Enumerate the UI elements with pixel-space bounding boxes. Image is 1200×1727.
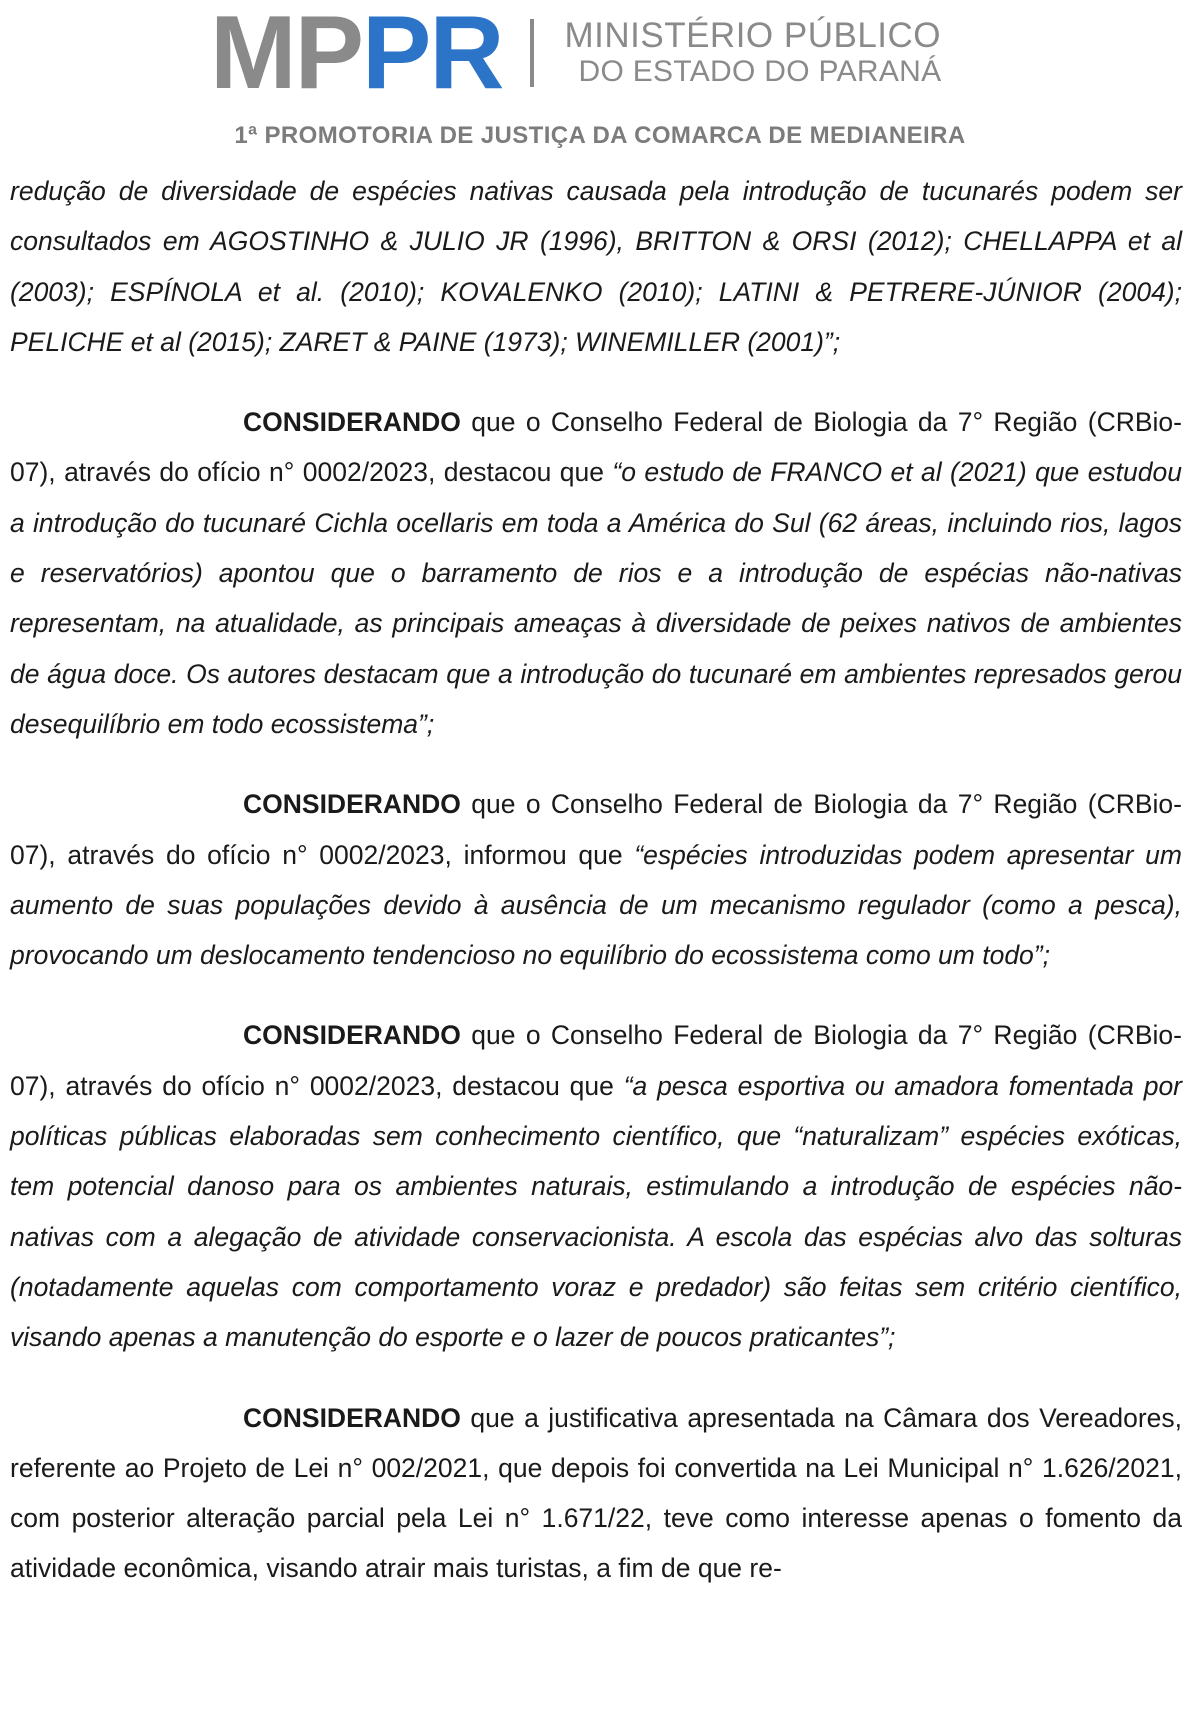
paragraph-quote: “espécies introduzidas podem apresentar um aumento de suas populações devido à ausência de um mecanismo regulador (como a pesca), provocando um deslocamento tendencioso no equilíbrio do ecossistema como um todo”; bbox=[10, 839, 1182, 971]
paragraph-considerando-2 bbox=[10, 779, 1182, 980]
considerando-keyword: CONSIDERANDO bbox=[243, 1020, 461, 1051]
paragraph-considerando-1 bbox=[10, 397, 1182, 749]
document-header bbox=[0, 0, 1200, 160]
paragraph-quote: “a pesca esportiva ou amadora fomentada por políticas públicas elaboradas sem conhecimento científico, que “naturalizam” espécies exóticas, tem potencial danoso para os ambientes naturais, estimulando a introdução de espécies não-nativas com a alegação de atividade conservacionista. A escola das espécias alvo das solturas (notadamente aquelas com comportamento voraz e predador) são feitas sem critério científico, visando apenas a manutenção do esporte e o lazer de poucos praticantes”; bbox=[10, 1070, 1183, 1353]
logo-divider bbox=[530, 19, 534, 87]
considerando-keyword: CONSIDERANDO bbox=[243, 407, 461, 438]
paragraph-text: que o Conselho Federal de Biologia da 7° Região (CRBio-07), através do ofício n° 0002/2023, destacou que bbox=[10, 407, 1182, 488]
paragraph-quote: “o estudo de FRANCO et al (2021) que estudou a introdução do tucunaré Cichla ocellaris em toda a América do Sul (62 áreas, incluindo rios, lagos e reservatórios) apontou que o barramento de rios e a introdução de espécias não-nativas representam, na atualidade, as principais ameaças à diversidade de peixes nativos de ambientes de água doce. Os autores destacam que a introdução do tucunaré em ambientes represados gerou desequilíbrio em todo ecossistema”; bbox=[10, 457, 1182, 739]
paragraph-considerando-3 bbox=[10, 1010, 1182, 1362]
logo-line-ministerio: MINISTÉRIO PÚBLICO bbox=[564, 16, 942, 55]
quote-continuation: redução de diversidade de espécies nativas causada pela introdução de tucunarés podem ser consultados em AGOSTINHO & JULIO JR (1996), BRITTON & ORSI (2012); CHELLAPPA et al (2003); ESPÍNOLA et al. (2010); KOVALENKO (2010); LATINI & PETRERE-JÚNIOR (2004); PELICHE et al (2015); ZARET & PAINE (1973); WINEMILLER (2001)”; bbox=[10, 176, 1182, 357]
paragraph-considerando-4 bbox=[10, 1393, 1182, 1594]
considerando-keyword: CONSIDERANDO bbox=[243, 1402, 461, 1433]
promotoria-heading: 1ª PROMOTORIA DE JUSTIÇA DA COMARCA DE MEDIANEIRA bbox=[234, 122, 966, 149]
logo-line-estado: DO ESTADO DO PARANÁ bbox=[578, 55, 942, 88]
considerando-keyword: CONSIDERANDO bbox=[243, 789, 461, 820]
mppr-logo bbox=[210, 0, 942, 111]
logo-mark-mp: MP bbox=[210, 0, 362, 111]
paragraph-text: que o Conselho Federal de Biologia da 7° Região (CRBio-07), através do ofício n° 0002/2023, destacou que bbox=[10, 1020, 1182, 1101]
document-body bbox=[10, 166, 1182, 1594]
paragraph-text: que a justificativa apresentada na Câmara dos Vereadores, referente ao Projeto de Lei n° 002/2021, que depois foi convertida na Lei Municipal n° 1.626/2021, com posterior alteração parcial pela Lei n° 1.671/22, teve como interesse apenas o fomento da atividade econômica, visando atrair mais turistas, a fim de que re- bbox=[10, 1402, 1182, 1584]
logo-mark-pr: PR bbox=[362, 0, 503, 111]
logo-text bbox=[564, 17, 941, 89]
paragraph-text: que o Conselho Federal de Biologia da 7° Região (CRBio-07), através do ofício n° 0002/2023, informou que bbox=[10, 789, 1182, 870]
logo-mark bbox=[210, 0, 503, 111]
paragraph-continuation bbox=[10, 166, 1182, 367]
